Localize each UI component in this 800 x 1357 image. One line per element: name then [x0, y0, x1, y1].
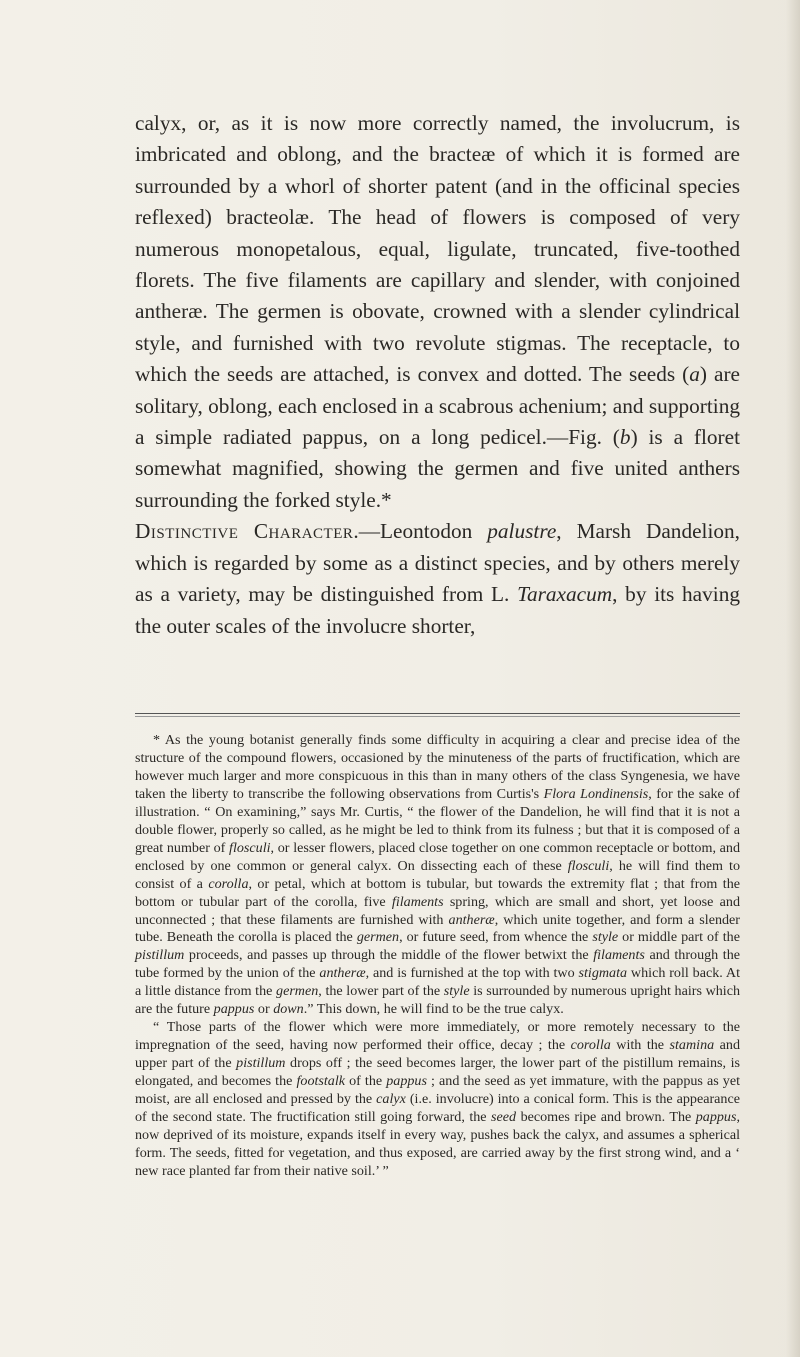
footnote-paragraph: * As the young botanist generally finds some difficulty in acquiring a clear and precise idea of the structure of the compound flowers, occasioned by the minuteness of the parts of fructification, which are however much larger and more conspicuous in this than in many others of the class Syngenesia, we have taken the liberty to transcribe the following observations from Curtis's Flora Londinensis, for the sake of illustration. “ On examining,” says Mr. Curtis, “ the flower of the Dandelion, he will find that it is not a double flower, properly so called, as he might be led to think from its fulness ; but that it is composed of a great number of flosculi, or lesser flowers, placed close together on one common receptacle or bottom, and enclosed by one common or general calyx. On dissecting each of these flosculi, he will find them to consist of a corolla, or petal, which at bottom is tubular, but towards the extremity flat ; that from the bottom or tubular part of the corolla, five filaments spring, which are small and short, yet loose and unconnected ; that these filaments are furnished with antheræ, which unite together, and form a slender tube. Beneath the corolla is placed the germen, or future seed, from whence the style or middle part of the pistillum proceeds, and passes up through the middle of the flower betwixt the filaments and through the tube formed by the union of the antheræ, and is furnished at the top with two stigmata which roll back. At a little distance from the germen, the lower part of the style is surrounded by numerous upright hairs which are the future pappus or down.” This down, he will find to be the true calyx. — [135, 732, 741, 1018]
page-edge-shadow — [786, 0, 800, 1357]
section-label: Distinctive Character — [135, 519, 354, 544]
distinctive-character-paragraph: Distinctive Character.—Leontodon palustre, Marsh Dandelion, which is regarded by some as a distinct species, and by others merely as a variety, may be distinguished from L. Taraxacum, by its having the outer scales of the involucre shorter, — [135, 519, 740, 638]
footnote-paragraph-continued: “ Those parts of the flower which were more immediately, or more remotely necessary to the impregnation of the seed, having now performed their office, decay ; the corolla with the stamina and upper part of the pistillum drops off ; the seed becomes larger, the lower part of the pistillum remains, is elongated, and becomes the footstalk of the pappus ; and the seed as yet immature, with the pappus as yet moist, are all enclosed and pressed by the calyx (i.e. involucre) into a conical form. This is the appearance of the second state. The fructification still going forward, the seed becomes ripe and brown. The pappus, now deprived of its moisture, expands itself in every way, pushes back the calyx, and assumes a spherical form. The seeds, fitted for vegetation, and thus exposed, are carried away by the first strong wind, and a ‘ new race planted far from their native soil.’ ” — [135, 1019, 741, 1179]
body-paragraph: calyx, or, as it is now more correctly named, the involucrum, is imbricated and oblong, and the bracteæ of which it is formed are surrounded by a whorl of shorter patent (and in the officinal species reflexed) bracteolæ. The head of flowers is composed of very numerous monopetalous, equal, ligulate, truncated, five-toothed florets. The five filaments are capillary and slender, with conjoined antheræ. The germen is obovate, crowned with a slender cylindrical style, and furnished with two revolute stigmas. The receptacle, to which the seeds are attached, is convex and dotted. The seeds (a) are solitary, oblong, each enclosed in a scabrous achenium; and supporting a simple radiated pappus, on a long pedicel.—Fig. (b) is a floret somewhat magnified, showing the germen and five united anthers surrounding the forked style.* — [135, 111, 741, 512]
footnote-divider-secondary — [135, 716, 740, 717]
footnote — [135, 732, 740, 1181]
main-text — [135, 108, 740, 642]
footnote-divider — [135, 713, 740, 714]
